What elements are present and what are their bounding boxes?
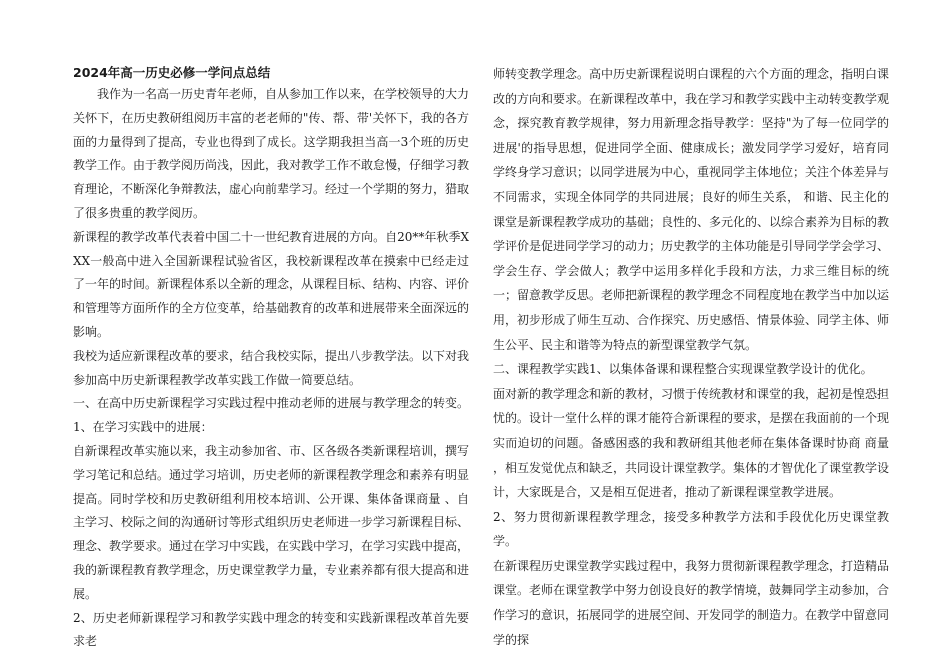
paragraph: 新课程的教学改革代表着中国二十一世纪教育进展的方向。自20**年秋季XXX一般高中进入全国新课程试验省区，我校新课程改革在摸索中已经走过了一年的时间。新课程体系以全新的理念，从课程目标、结构、内容、评价和管理等方面所作的全方位变革，给基础教育的改革和进展带来全面深远的影响。 bbox=[73, 229, 470, 339]
paragraph: 我作为一名高一历史青年老师，自从参加工作以来，在学校领导的大力关怀下，在历史教研组阅历丰富的老老师的"传、帮、带'关怀下，我的各方面的力量得到了提高，专业也得到了成长。这学期我担当高一3个班的历史教学工作。由于教学阅历尚浅，因此，我对教学工作不敢怠慢，仔细学习教育理论，不断深化争辩教法，虚心向前辈学习。经过一个学期的努力，猎取了很多贵重的教学阅历。 bbox=[73, 87, 470, 220]
paragraph: 2、努力贯彻新课程教学理念，接受多种教学方法和手段优化历史课堂教学。 bbox=[493, 509, 889, 549]
right-column-body bbox=[493, 62, 889, 652]
paragraph: 二、课程教学实践1、以集体备课和课程整合实现课堂教学设计的优化。 bbox=[493, 362, 873, 377]
paragraph: 面对新的教学理念和新的教材，习惯于传统教材和课堂的我，起初是惶恐担忧的。设计一堂什么样的课才能符合新课程的要求，是摆在我面前的一个现实而迫切的问题。备感困惑的我和教研组其他老师在集体备课时协商 商量 ，相互发觉优点和缺乏，共同设计课堂教学。集体的才智优化了课堂教学设计，大家既是合，又是相互促进者，推动了新课程课堂教学进展。 bbox=[493, 386, 890, 500]
left-column bbox=[73, 62, 469, 654]
left-column-body bbox=[73, 83, 469, 654]
document-title: 2024年高一历史必修一学问点总结 bbox=[73, 65, 271, 80]
paragraph: 2、历史老师新课程学习和教学实践中理念的转变和实践新课程改革首先要求老 bbox=[73, 610, 469, 649]
paragraph: 我校为适应新课程改革的要求，结合我校实际，提出八步教学法。以下对我参加高中历史新课程教学改革实践工作做一简要总结。 bbox=[73, 348, 470, 387]
paragraph: 1、在学习实践中的进展： bbox=[73, 420, 213, 435]
paragraph: 在新课程历史课堂教学实践过程中，我努力贯彻新课程教学理念，打造精品课堂。老师在课堂教学中努力创设良好的教学情境，鼓舞同学主动参加，合作学习的意识，拓展同学的进展空间、开发同学的制造力。在教学中留意同学的探 bbox=[493, 558, 890, 647]
paragraph: 师转变教学理念。高中历史新课程说明白课程的六个方面的理念，指明白课改的方向和要求。在新课程改革中，我在学习和教学实践中主动转变教学观念，探究教育教学规律，努力用新理念指导教学：坚持"为了每一位同学的进展'的指导思想，促进同学全面、健康成长；激发同学学习爱好，培育同学终身学习意识；以同学进展为中心，重视同学主体地位；关注个体差异与不同需求，实现全体同学的共同进展；良好的师生关系， 和谐、民主化的课堂是新课程教学成功的基础；良性的、多元化的、以综合素养为目标的教学评价是促进同学学习的动力；历史教学的主体功能是引导同学学会学习、学会生存、学会做人；教学中运用多样化手段和方法，力求三维目标的统一；留意教学反思。老师把新课程的教学理念不同程度地在教学当中加以运用，初步形成了师生互动、合作探究、历史感悟、情景体验、同学主体、师生公平、民主和谐等为特点的新型课堂教学气氛。 bbox=[493, 67, 890, 352]
paragraph: 一、在高中历史新课程学习实践过程中推动老师的进展与教学理念的转变。 bbox=[73, 396, 470, 411]
right-column bbox=[493, 62, 889, 652]
paragraph: 自新课程改革实施以来，我主动参加省、市、区各级各类新课程培训，撰写学习笔记和总结。通过学习培训，历史老师的新课程教学理念和素养有明显提高。同时学校和历史教研组利用校本培训、公开课、集体备课商量 、自主学习、校际之间的沟通研讨等形式组织历史老师进一步学习新课程目标、理念、教学要求。通过在学习中实践，在实践中学习，在学习实践中提高，我的新课程教育教学理念，历史课堂教学力量，专业素养都有很大提高和进展。 bbox=[73, 443, 470, 601]
